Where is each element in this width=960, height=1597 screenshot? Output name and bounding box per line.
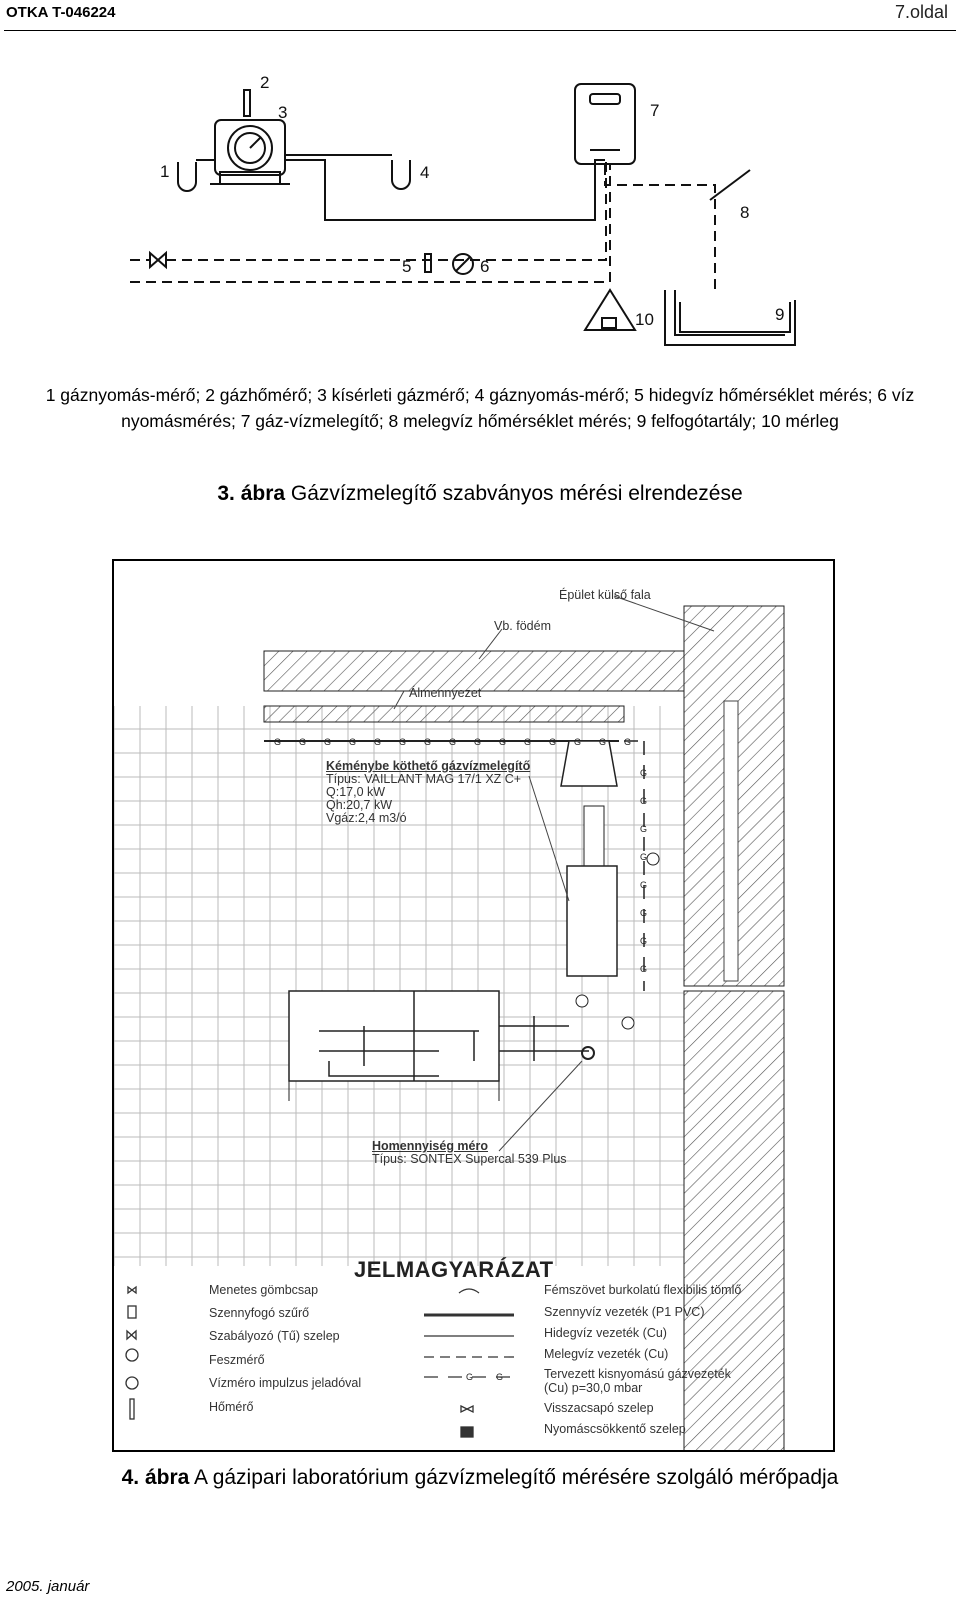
figure-4-frame bbox=[112, 559, 835, 1452]
legend-left-3: Feszmérő bbox=[209, 1353, 265, 1367]
figure-3-caption: 3. ábra Gázvízmelegítő szabványos mérési elrendezése bbox=[217, 482, 743, 505]
legend-right-2: Hidegvíz vezeték (Cu) bbox=[544, 1326, 667, 1340]
label-meter-title: Homennyiség méro bbox=[372, 1139, 489, 1153]
gas-line-marker: G bbox=[599, 737, 607, 747]
legend-right-4: Tervezett kisnyomású gázvezeték bbox=[544, 1367, 731, 1381]
gas-line-marker: G bbox=[640, 824, 648, 834]
page-number: 7.oldal bbox=[894, 2, 948, 22]
gas-line-marker: G bbox=[640, 852, 648, 862]
gas-line-marker: G bbox=[274, 737, 282, 747]
legend-right-7: Nyomáscsökkentő szelep bbox=[544, 1422, 686, 1436]
callout-4: 4 bbox=[420, 163, 430, 182]
gas-line-marker: G bbox=[299, 737, 307, 747]
document-id: OTKA T-046224 bbox=[6, 4, 116, 21]
gas-line-marker: G bbox=[324, 737, 332, 747]
gas-line-marker: G bbox=[640, 796, 648, 806]
callout-8: 8 bbox=[740, 203, 750, 222]
label-heater-qh: Qh:20,7 kW bbox=[326, 798, 392, 812]
legend-title: JELMAGYARÁZAT bbox=[354, 1257, 554, 1282]
legend-right-3: Melegvíz vezeték (Cu) bbox=[544, 1347, 669, 1361]
label-wall: Épület külső fala bbox=[559, 588, 651, 602]
figure-4-caption: 4. ábra A gázipari laboratórium gázvízmelegítő mérésére szolgáló mérőpadja bbox=[121, 1466, 839, 1489]
legend-left-2: Szabályozó (Tű) szelep bbox=[209, 1329, 340, 1343]
collection-tank bbox=[680, 302, 790, 332]
legend-right-6: Visszacsapó szelep bbox=[544, 1401, 654, 1415]
callout-6: 6 bbox=[480, 257, 490, 276]
legend-left-5: Hőmérő bbox=[209, 1400, 254, 1414]
label-heater-v: Vgáz:2,4 m3/ó bbox=[326, 811, 407, 825]
test-rig bbox=[289, 991, 499, 1081]
water-heater bbox=[575, 84, 635, 164]
callout-5: 5 bbox=[402, 257, 412, 276]
callout-9: 9 bbox=[775, 305, 785, 324]
gas-line-marker: G bbox=[424, 737, 432, 747]
gas-line-marker: G bbox=[524, 737, 532, 747]
gas-line-marker: G bbox=[640, 908, 648, 918]
gas-line-marker: G bbox=[474, 737, 482, 747]
scale bbox=[585, 290, 635, 330]
manometer-4 bbox=[392, 160, 410, 189]
gas-line-marker: G bbox=[640, 768, 648, 778]
footer-date: 2005. január bbox=[6, 1578, 90, 1595]
gas-line-marker: G bbox=[499, 737, 507, 747]
figure-3-diagram bbox=[120, 60, 810, 360]
gas-line-marker: G bbox=[574, 737, 582, 747]
gas-line-marker: G bbox=[624, 737, 632, 747]
legend-gas-marker: G bbox=[496, 1372, 504, 1382]
callout-3: 3 bbox=[278, 103, 288, 122]
heater-box bbox=[567, 866, 617, 976]
label-heater-q: Q:17,0 kW bbox=[326, 785, 386, 799]
legend-gas-marker: G bbox=[466, 1372, 474, 1382]
figure-3-legend: 1 gáznyomás-mérő; 2 gázhőmérő; 3 kísérleti gázmérő; 4 gáznyomás-mérő; 5 hidegvíz hőmérséklet mérés; 6 víz nyomásmérés; 7 gáz-vízmelegítő; 8 melegvíz hőmérséklet mérés; 9 felfogótartály; 10 mérleg bbox=[45, 385, 915, 431]
gas-line-marker: G bbox=[549, 737, 557, 747]
gas-line-marker: G bbox=[399, 737, 407, 747]
callout-1: 1 bbox=[160, 162, 170, 181]
callout-10: 10 bbox=[635, 310, 654, 329]
legend-left-4: Vízméro impulzus jeladóval bbox=[209, 1376, 362, 1390]
label-meter-type: Típus: SONTEX Supercal 539 Plus bbox=[372, 1152, 567, 1166]
legend-right-1: Szennyvíz vezeték (P1 PVC) bbox=[544, 1305, 705, 1319]
legend-left-1: Szennyfogó szűrő bbox=[209, 1306, 310, 1320]
callout-2: 2 bbox=[260, 73, 270, 92]
legend-right-5: (Cu) p=30,0 mbar bbox=[544, 1381, 643, 1395]
gas-line-marker: G bbox=[640, 936, 648, 946]
gas-thermometer bbox=[244, 90, 250, 116]
gas-line-marker: G bbox=[349, 737, 357, 747]
callout-7: 7 bbox=[650, 101, 660, 120]
legend-right-0: Fémszövet burkolatú flexibilis tömlő bbox=[544, 1283, 742, 1297]
label-heater-title: Kéménybe köthető gázvízmelegítő bbox=[326, 759, 531, 773]
gas-line-marker: G bbox=[640, 964, 648, 974]
gas-line-marker: G bbox=[449, 737, 457, 747]
manometer-1 bbox=[178, 162, 196, 191]
legend-left-0: Menetes gömbcsap bbox=[209, 1283, 319, 1297]
header-rule bbox=[4, 30, 956, 31]
label-ceiling: Álmennyezet bbox=[409, 686, 482, 700]
label-heater-type: Típus: VAILLANT MAG 17/1 XZ C+ bbox=[326, 772, 522, 786]
label-slab: Vb. födém bbox=[494, 619, 551, 633]
gas-line-marker: G bbox=[374, 737, 382, 747]
gas-line-marker: G bbox=[640, 880, 648, 890]
